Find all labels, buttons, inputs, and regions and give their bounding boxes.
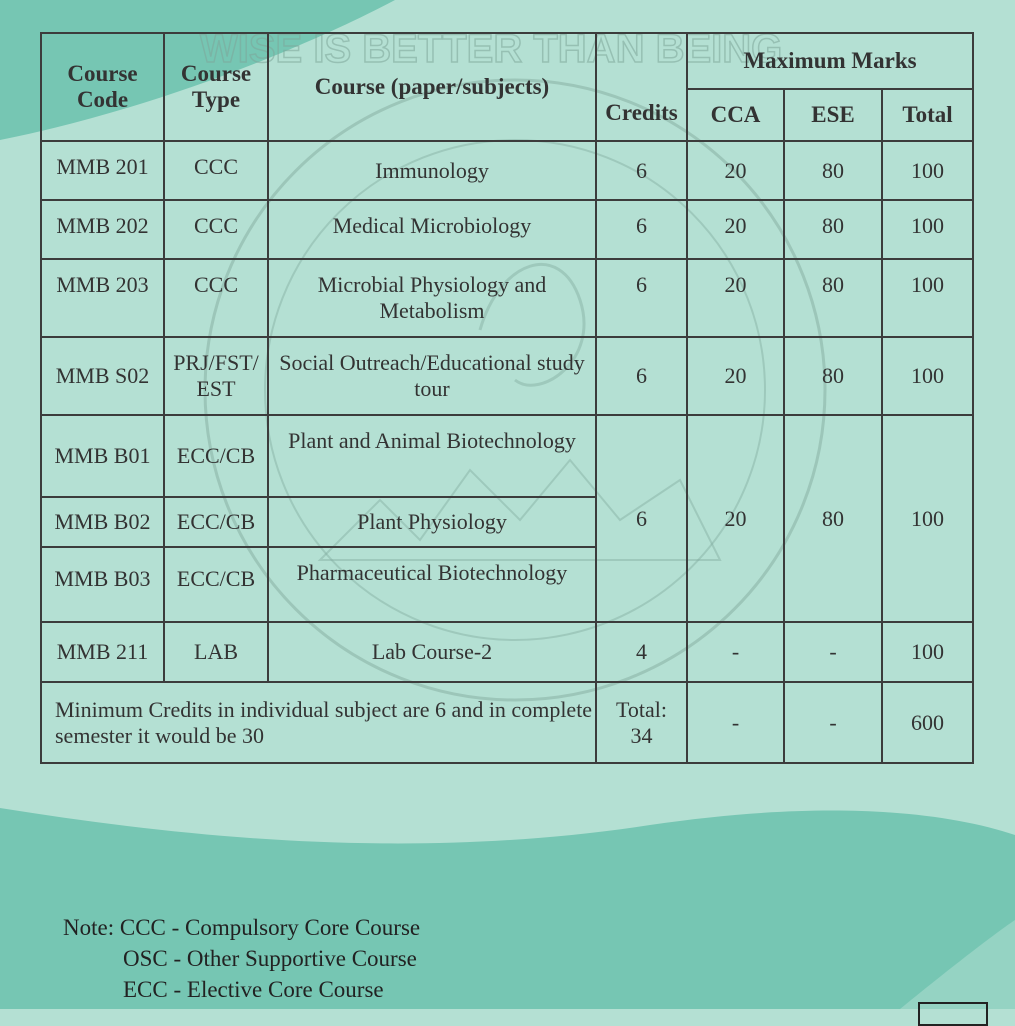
abbreviation-note (63, 912, 420, 1005)
summary-text: Minimum Credits in individual subject are 6 and in complete semester it would be 30 (41, 682, 596, 763)
header-course-name: Course (paper/subjects) (268, 33, 596, 141)
summary-ese: - (784, 682, 882, 763)
note-line: OSC - Other Supportive Course (123, 946, 417, 971)
ese: - (784, 622, 882, 682)
page-number-box (918, 1002, 988, 1026)
cca: 20 (687, 200, 784, 259)
course-name: Plant Physiology (268, 497, 596, 547)
credits: 6 (596, 337, 687, 415)
header-total: Total (882, 89, 973, 141)
course-code: MMB 202 (41, 200, 164, 259)
cca: 20 (687, 337, 784, 415)
cca: 20 (687, 141, 784, 200)
course-code: MMB B02 (41, 497, 164, 547)
total-credits: Total: 34 (596, 682, 687, 763)
ese: 80 (784, 337, 882, 415)
note-line: ECC - Elective Core Course (123, 977, 384, 1002)
ese: 80 (784, 200, 882, 259)
summary-total: 600 (882, 682, 973, 763)
course-name: Social Outreach/Educational study tour (268, 337, 596, 415)
course-name: Medical Microbiology (268, 200, 596, 259)
ese: 80 (784, 141, 882, 200)
course-code: MMB 211 (41, 622, 164, 682)
table-row (41, 259, 973, 337)
cca: 20 (687, 259, 784, 337)
course-table (40, 32, 974, 764)
note-line: Note: CCC - Compulsory Core Course (63, 915, 421, 940)
course-name: Immunology (268, 141, 596, 200)
total: 100 (882, 415, 973, 622)
course-name: Microbial Physiology and Metabolism (268, 259, 596, 337)
course-type: CCC (164, 200, 268, 259)
table-row (41, 200, 973, 259)
course-type: PRJ/FST/ EST (164, 337, 268, 415)
course-type: LAB (164, 622, 268, 682)
course-type: CCC (164, 141, 268, 200)
cca: - (687, 622, 784, 682)
credits: 6 (596, 200, 687, 259)
course-type: ECC/CB (164, 415, 268, 497)
credits: 6 (596, 259, 687, 337)
ese: 80 (784, 415, 882, 622)
cca: 20 (687, 415, 784, 622)
course-type: CCC (164, 259, 268, 337)
course-name: Pharmaceutical Biotechnology (268, 547, 596, 622)
ese: 80 (784, 259, 882, 337)
course-code: MMB B03 (41, 547, 164, 622)
header-cca: CCA (687, 89, 784, 141)
credits: 4 (596, 622, 687, 682)
credits: 6 (596, 141, 687, 200)
course-type: ECC/CB (164, 547, 268, 622)
credits: 6 (596, 415, 687, 622)
course-code: MMB 203 (41, 259, 164, 337)
header-maximum-marks: Maximum Marks (687, 33, 973, 89)
summary-row (41, 682, 973, 763)
total: 100 (882, 200, 973, 259)
course-code: MMB 201 (41, 141, 164, 200)
summary-cca: - (687, 682, 784, 763)
table-row (41, 622, 973, 682)
course-name: Lab Course-2 (268, 622, 596, 682)
course-code: MMB B01 (41, 415, 164, 497)
course-name: Plant and Animal Biotechnology (268, 415, 596, 497)
total: 100 (882, 337, 973, 415)
table-row (41, 337, 973, 415)
total: 100 (882, 622, 973, 682)
course-type: ECC/CB (164, 497, 268, 547)
header-course-code: Course Code (41, 33, 164, 141)
table-row (41, 141, 973, 200)
header-course-type: Course Type (164, 33, 268, 141)
watermark-motto-top: WISE IS BETTER THAN BEING (200, 27, 783, 71)
header-credits: Credits (596, 33, 687, 141)
total: 100 (882, 259, 973, 337)
course-code: MMB S02 (41, 337, 164, 415)
header-ese: ESE (784, 89, 882, 141)
total: 100 (882, 141, 973, 200)
table-row (41, 415, 973, 497)
